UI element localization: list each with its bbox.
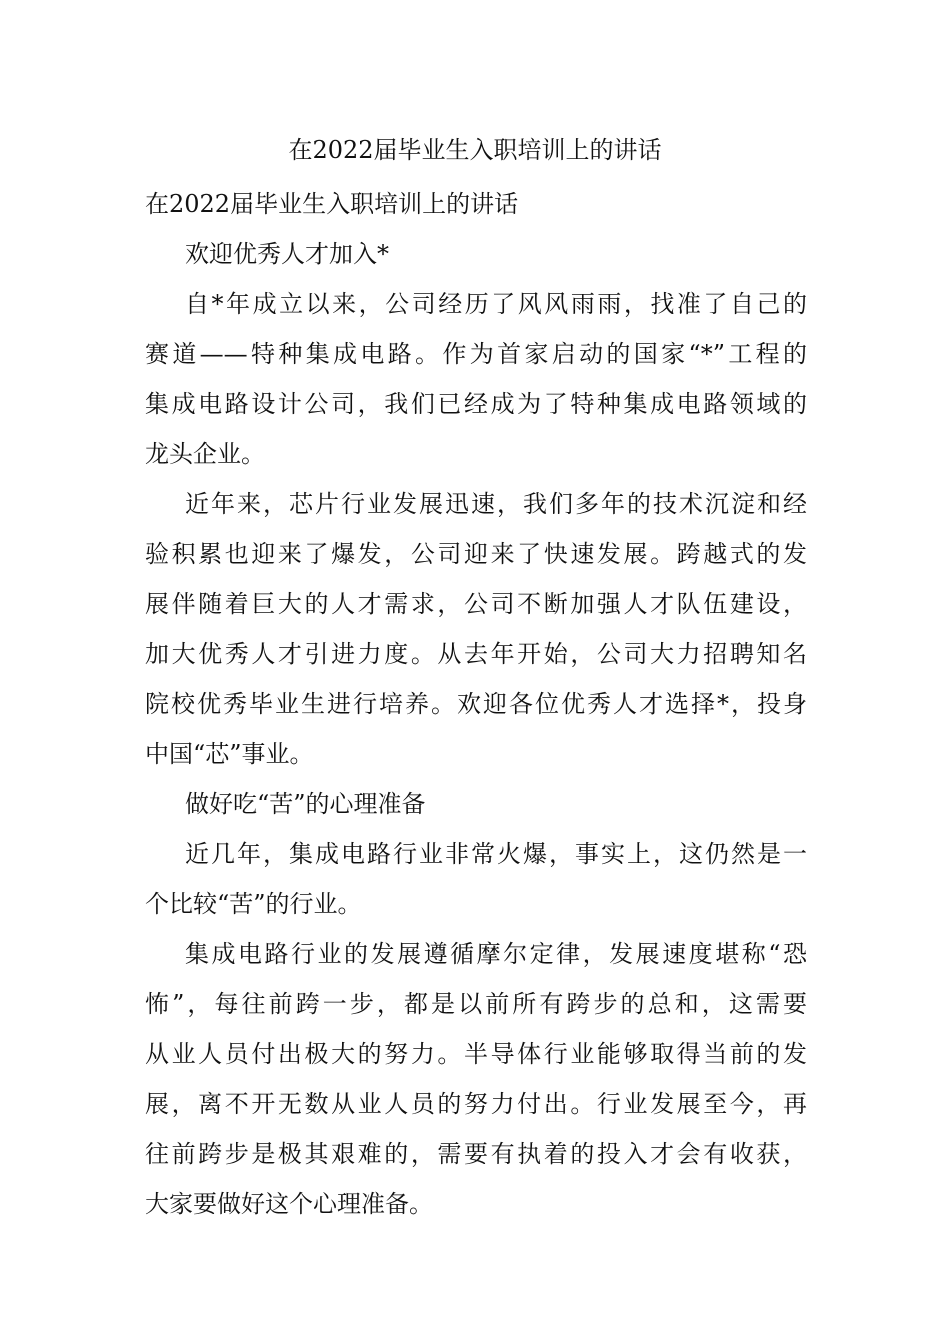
text-line: 展，离不开无数从业人员的努力付出。行业发展至今，再 [145,1090,807,1118]
text-line: 自*年成立以来，公司经历了风风雨雨，找准了自己的 [185,290,807,318]
text-line: 集成电路设计公司，我们已经成为了特种集成电路领域的 [145,390,807,418]
text-line: 中国“芯”事业。 [145,740,314,768]
document-title: 在2022届毕业生入职培训上的讲话 [288,136,662,164]
text-line: 近年来，芯片行业发展迅速，我们多年的技术沉淀和经 [185,490,807,518]
text-line: 往前跨步是极其艰难的，需要有执着的投入才会有收获， [145,1140,807,1168]
paragraph-industry-growth [145,479,807,779]
subtitle: 在2022届毕业生入职培训上的讲话 [145,190,519,218]
text-line: 展伴随着巨大的人才需求，公司不断加强人才队伍建设， [145,590,807,618]
text-line: 龙头企业。 [145,440,265,468]
text-line: 个比较“苦”的行业。 [145,890,362,918]
text-line: 加大优秀人才引进力度。从去年开始，公司大力招聘知名 [145,640,807,668]
text-line: 赛道——特种集成电路。作为首家启动的国家“*”工程的 [145,340,807,368]
paragraph-company-history [145,279,807,479]
text-line: 集成电路行业的发展遵循摩尔定律，发展速度堪称“恐 [185,940,807,968]
section-heading-welcome: 欢迎优秀人才加入* [185,240,389,268]
text-line: 从业人员付出极大的努力。半导体行业能够取得当前的发 [145,1040,807,1068]
document-body [145,179,807,1229]
paragraph-moores-law [145,929,807,1229]
text-line: 验积累也迎来了爆发，公司迎来了快速发展。跨越式的发 [145,540,807,568]
text-line: 院校优秀毕业生进行培养。欢迎各位优秀人才选择*，投身 [145,690,807,718]
text-line: 怖”，每往前跨一步，都是以前所有跨步的总和，这需要 [145,990,807,1018]
text-line: 大家要做好这个心理准备。 [145,1190,433,1218]
paragraph-industry-hot [145,829,807,929]
section-heading-hardship: 做好吃“苦”的心理准备 [185,790,426,818]
text-line: 近几年，集成电路行业非常火爆，事实上，这仍然是一 [185,840,807,868]
